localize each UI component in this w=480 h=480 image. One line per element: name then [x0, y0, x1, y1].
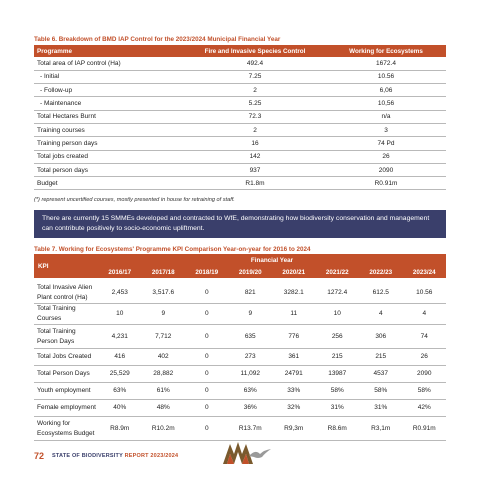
cell-fire: 2 [184, 84, 326, 97]
cell-value: 25,529 [98, 366, 142, 383]
row-label: Budget [34, 177, 184, 190]
cell-value: 58% [403, 383, 447, 400]
row-label: - Initial [34, 70, 184, 83]
cell-value: 40% [98, 400, 142, 417]
cell-value: 58% [359, 383, 403, 400]
row-label: - Maintenance [34, 97, 184, 110]
callout-box: There are currently 15 SMMEs developed and contracted to WfE, demonstrating how biodiversity conservation and management can contribute positively to socio-economic upliftment. [34, 210, 446, 238]
row-label: Training courses [34, 123, 184, 136]
table6-header-wfe: Working for Ecosystems [326, 45, 446, 57]
cell-fire: 2 [184, 123, 326, 136]
table-row [34, 400, 446, 417]
cell-wfe: 1672.4 [326, 57, 446, 70]
cell-wfe: 74 Pd [326, 137, 446, 150]
cell-value: 10.56 [403, 278, 447, 304]
cell-value: 0 [185, 325, 229, 349]
cell-value: 4537 [359, 366, 403, 383]
table7-header-kpi: KPI [34, 254, 98, 278]
page-footer [34, 451, 178, 461]
cell-value: R10.2m [142, 417, 186, 441]
cell-value: 2,453 [98, 278, 142, 304]
table-row [34, 325, 446, 349]
cell-fire: 16 [184, 137, 326, 150]
cell-value: 0 [185, 349, 229, 366]
row-label: Total Person Days [34, 366, 98, 383]
table-row [34, 137, 446, 150]
cell-value: 10 [316, 304, 360, 325]
table-row [34, 84, 446, 97]
row-label: Working for Ecosystems Budget [34, 417, 98, 441]
cell-value: 306 [359, 325, 403, 349]
table-row [34, 417, 446, 441]
table-row [34, 383, 446, 400]
cell-value: 7,712 [142, 325, 186, 349]
table-row [34, 177, 446, 190]
cell-value: 0 [185, 366, 229, 383]
cell-value: 9 [142, 304, 186, 325]
cell-value: 776 [272, 325, 316, 349]
cell-value: 0 [185, 400, 229, 417]
table-row [34, 70, 446, 83]
year-header: 2021/22 [316, 266, 360, 278]
cell-fire: 72.3 [184, 110, 326, 123]
table-row [34, 57, 446, 70]
cell-fire: R1.8m [184, 177, 326, 190]
table6-header-row [34, 45, 446, 57]
table7-caption: Table 7. Working for Ecosystems' Programme KPI Comparison Year-on-year for 2016 to 2024 [34, 246, 311, 253]
cell-wfe: 10.56 [326, 70, 446, 83]
year-header: 2022/23 [359, 266, 403, 278]
row-label: Total Training Person Days [34, 325, 98, 349]
cell-value: 58% [316, 383, 360, 400]
report-title [52, 453, 178, 459]
cell-value: 31% [316, 400, 360, 417]
row-label: Total Training Courses [34, 304, 98, 325]
row-label: Total jobs created [34, 150, 184, 163]
table-row [34, 150, 446, 163]
cell-value: 4,231 [98, 325, 142, 349]
cell-value: 361 [272, 349, 316, 366]
cell-value: 28,882 [142, 366, 186, 383]
cell-value: 33% [272, 383, 316, 400]
cell-value: 63% [229, 383, 273, 400]
report-title-accent: REPORT 2023/2024 [124, 453, 179, 459]
table7-kpi-comparison [34, 254, 446, 441]
cell-value: 215 [316, 349, 360, 366]
year-header: 2023/24 [403, 266, 447, 278]
cell-fire: 5.25 [184, 97, 326, 110]
cell-value: R8.6m [316, 417, 360, 441]
cell-value: 11,092 [229, 366, 273, 383]
cell-value: 61% [142, 383, 186, 400]
cell-value: R8.9m [98, 417, 142, 441]
cell-value: 13987 [316, 366, 360, 383]
cell-value: 273 [229, 349, 273, 366]
year-header: 2017/18 [142, 266, 186, 278]
cell-fire: 937 [184, 163, 326, 176]
cell-wfe: 10,56 [326, 97, 446, 110]
table7-header-financial-year: Financial Year [98, 254, 446, 266]
cell-wfe: 6,06 [326, 84, 446, 97]
year-header: 2020/21 [272, 266, 316, 278]
page-number: 72 [34, 451, 45, 461]
cell-value: 0 [185, 417, 229, 441]
cell-wfe: 26 [326, 150, 446, 163]
cell-value: 612.5 [359, 278, 403, 304]
table6-header-programme: Programme [34, 45, 184, 57]
report-title-main: STATE OF BIODIVERSITY [52, 453, 123, 459]
table6-footnote: (*) represent uncertified courses, mostly presented in house for retraining of staff. [34, 197, 235, 203]
cell-value: 0 [185, 304, 229, 325]
cell-value: 4 [359, 304, 403, 325]
row-label: Total area of IAP control (Ha) [34, 57, 184, 70]
cell-value: 48% [142, 400, 186, 417]
table6-caption: Table 6. Breakdown of BMD IAP Control for the 2023/2024 Municipal Financial Year [34, 36, 281, 43]
cell-wfe: n/a [326, 110, 446, 123]
table-row [34, 349, 446, 366]
cell-value: 3282.1 [272, 278, 316, 304]
row-label: - Follow-up [34, 84, 184, 97]
cell-fire: 142 [184, 150, 326, 163]
cell-value: 74 [403, 325, 447, 349]
cell-value: 42% [403, 400, 447, 417]
cell-value: 4 [403, 304, 447, 325]
cell-value: 215 [359, 349, 403, 366]
cell-value: R3,1m [359, 417, 403, 441]
cell-value: 416 [98, 349, 142, 366]
cell-value: 11 [272, 304, 316, 325]
cell-value: 63% [98, 383, 142, 400]
cell-value: 256 [316, 325, 360, 349]
table7-header-row-1 [34, 254, 446, 266]
table-row [34, 278, 446, 304]
cell-value: 0 [185, 278, 229, 304]
row-label: Total Jobs Created [34, 349, 98, 366]
cell-value: 10 [98, 304, 142, 325]
cell-value: 9 [229, 304, 273, 325]
row-label: Total Hectares Burnt [34, 110, 184, 123]
row-label: Total person days [34, 163, 184, 176]
bird-icon [249, 448, 271, 466]
cell-value: 1272.4 [316, 278, 360, 304]
cell-fire: 7.25 [184, 70, 326, 83]
table6-header-fire: Fire and Invasive Species Control [184, 45, 326, 57]
cell-value: 3,517.6 [142, 278, 186, 304]
cell-value: R13.7m [229, 417, 273, 441]
cell-wfe: 3 [326, 123, 446, 136]
cell-wfe: 2090 [326, 163, 446, 176]
cell-value: 36% [229, 400, 273, 417]
row-label: Total Invasive Alien Plant control (Ha) [34, 278, 98, 304]
cell-value: 31% [359, 400, 403, 417]
cell-value: 402 [142, 349, 186, 366]
table6-iap-control [34, 45, 446, 190]
table-row [34, 97, 446, 110]
cell-value: 821 [229, 278, 273, 304]
table-row [34, 163, 446, 176]
table-row [34, 123, 446, 136]
cell-value: 26 [403, 349, 447, 366]
cell-fire: 492.4 [184, 57, 326, 70]
cell-wfe: R0.91m [326, 177, 446, 190]
row-label: Training person days [34, 137, 184, 150]
table-row [34, 366, 446, 383]
cell-value: R9,3m [272, 417, 316, 441]
table-row [34, 304, 446, 325]
cell-value: 0 [185, 383, 229, 400]
cell-value: 2090 [403, 366, 447, 383]
year-header: 2018/19 [185, 266, 229, 278]
cell-value: 635 [229, 325, 273, 349]
year-header: 2016/17 [98, 266, 142, 278]
cell-value: 32% [272, 400, 316, 417]
row-label: Female employment [34, 400, 98, 417]
table-row [34, 110, 446, 123]
cell-value: R0.91m [403, 417, 447, 441]
cell-value: 24791 [272, 366, 316, 383]
year-header: 2019/20 [229, 266, 273, 278]
row-label: Youth employment [34, 383, 98, 400]
